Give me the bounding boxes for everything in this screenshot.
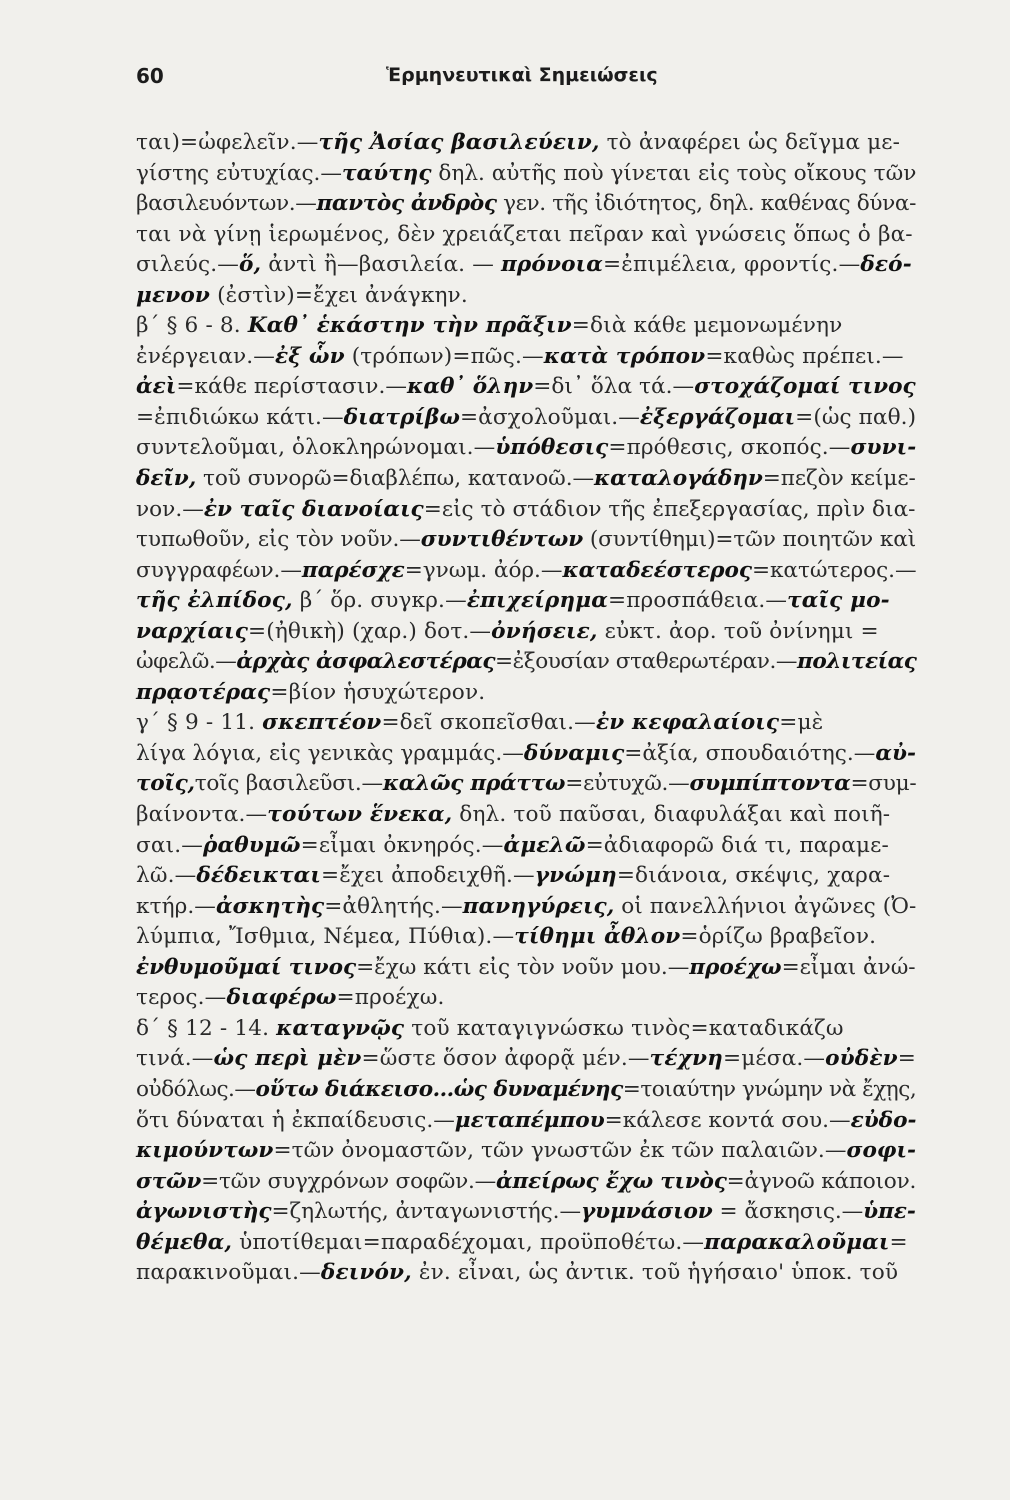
gloss-text: =ἔχει ἀποδειχθῆ.— bbox=[321, 863, 535, 889]
gloss-text: λίγα λόγια, εἰς γενικὰς γραμμάς.— bbox=[136, 740, 524, 766]
gloss-text: δηλ. αὐτῆς ποὺ γίνεται εἰς τοὺς οἴκους τῶν bbox=[431, 160, 917, 186]
gloss-text: τερος.— bbox=[136, 985, 227, 1011]
gloss-text: =ἀδιαφορῶ διά τι, παραμε- bbox=[585, 832, 889, 858]
text-line bbox=[136, 861, 916, 892]
gloss-text: ὠφελῶ.— bbox=[136, 649, 237, 675]
text-line bbox=[136, 159, 916, 190]
text-line bbox=[136, 433, 916, 464]
lemma: συμπίπτοντα bbox=[689, 771, 851, 797]
gloss-text: =ἔχω κάτι εἰς τὸν νοῦν μου.— bbox=[356, 954, 690, 980]
lemma: προέχω bbox=[689, 954, 782, 980]
lemma: ὀνήσειε, bbox=[491, 618, 598, 644]
gloss-text: =ἀξία, σπουδαιότης.— bbox=[624, 740, 876, 766]
gloss-text: κτήρ.— bbox=[136, 893, 216, 919]
body-text bbox=[136, 128, 916, 1289]
gloss-text: β´ § 6 - 8. bbox=[136, 313, 248, 339]
gloss-text: =διὰ κάθε μεμονωμένην bbox=[571, 313, 843, 339]
gloss-text: =ἐξουσίαν σταθερωτέραν.— bbox=[495, 649, 797, 675]
gloss-text: οἱ πανελλήνιοι ἀγῶνες (Ὀ- bbox=[614, 893, 917, 919]
gloss-text: =καθὼς πρέπει.— bbox=[705, 343, 904, 369]
lemma: δεῖν, bbox=[136, 466, 197, 492]
lemma: ὅ, bbox=[238, 252, 262, 278]
lemma: ναρχίαις bbox=[136, 618, 249, 644]
gloss-text: ἐνέργειαν.— bbox=[136, 343, 275, 369]
gloss-text: (συντίθημι)=τῶν ποιητῶν καὶ bbox=[583, 527, 917, 553]
gloss-text: =πεζὸν κείμε- bbox=[762, 466, 916, 492]
lemma: τῆς ἐλπίδος, bbox=[136, 588, 293, 614]
lemma: ἀμελῶ bbox=[503, 832, 586, 858]
gloss-text: βασιλευόντων.— bbox=[136, 191, 317, 217]
gloss-text: β´ ὅρ. συγκρ.— bbox=[292, 588, 467, 614]
lemma: δεό- bbox=[860, 252, 912, 278]
gloss-text: τοῦ συνορῶ=διαβλέπω, κατανοῶ.— bbox=[196, 466, 595, 492]
lemma: ἐπιχείρημα bbox=[466, 588, 608, 614]
text-line bbox=[136, 1228, 916, 1259]
text-line bbox=[136, 1167, 916, 1198]
text-line bbox=[136, 1197, 916, 1228]
gloss-text: =διάνοια, σκέψις, χαρα- bbox=[616, 863, 891, 889]
gloss-text: =κάλεσε κοντά σου.— bbox=[604, 1107, 851, 1133]
lemma: στῶν bbox=[136, 1168, 202, 1194]
lemma: τῆς Ἀσίας βασιλεύειν, bbox=[318, 130, 600, 155]
gloss-text: ἀντὶ ἢ—βασιλεία. — bbox=[261, 252, 501, 278]
gloss-text: = ἄσκησις.— bbox=[712, 1199, 864, 1225]
gloss-text: =εἶμαι ἀνώ- bbox=[781, 954, 916, 980]
lemma: στοχάζομαί τινος bbox=[694, 374, 916, 400]
text-line bbox=[136, 892, 916, 923]
lemma: τούτων ἕνεκα, bbox=[267, 802, 453, 828]
text-line bbox=[136, 647, 916, 678]
lemma: διατρίβω bbox=[343, 404, 460, 430]
lemma: τέχνη bbox=[649, 1046, 723, 1072]
gloss-text: (τρόπων)=πῶς.— bbox=[344, 343, 544, 369]
gloss-text: =μέσα.— bbox=[722, 1046, 826, 1072]
text-line bbox=[136, 495, 916, 526]
gloss-text: =ἀθλητής.— bbox=[324, 893, 463, 919]
lemma: πρᾳοτέρας bbox=[136, 679, 271, 705]
gloss-text: =ὁρίζω βραβεῖον. bbox=[680, 924, 877, 950]
text-line bbox=[136, 220, 916, 251]
gloss-text: οὐδόλως.— bbox=[136, 1076, 256, 1102]
lemma: καθ᾽ ὅλην bbox=[407, 374, 534, 400]
lemma: πρόνοια bbox=[500, 252, 604, 278]
lemma: καταγνῷς bbox=[276, 1015, 405, 1041]
gloss-text: =γνωμ. ἀόρ.— bbox=[404, 557, 563, 583]
gloss-text: παρακινοῦμαι.— bbox=[136, 1260, 321, 1286]
gloss-text: =ἐπιδιώκω κάτι.— bbox=[136, 404, 344, 430]
gloss-text: βαίνοντα.— bbox=[136, 802, 268, 828]
lemma: συντιθέντων bbox=[420, 527, 584, 553]
gloss-text: συντελοῦμαι, ὁλοκληρώνομαι.— bbox=[136, 435, 496, 461]
text-line bbox=[136, 617, 916, 648]
text-line bbox=[136, 372, 916, 403]
text-line bbox=[136, 556, 916, 587]
gloss-text: =πρόθεσις, σκοπός.— bbox=[608, 435, 851, 461]
text-line bbox=[136, 250, 916, 281]
gloss-text: =δι᾽ ὅλα τά.— bbox=[533, 374, 695, 400]
gloss-text: γ´ § 9 - 11. bbox=[136, 710, 263, 736]
lemma: ταύτης bbox=[342, 160, 432, 186]
gloss-text: τοῦ καταγιγνώσκω τινὸς=καταδικάζω bbox=[404, 1015, 844, 1041]
page-number: 60 bbox=[136, 64, 164, 88]
gloss-text: ἐν. εἶναι, ὡς ἀντικ. τοῦ ἡγήσαιο' ὑποκ. τοῦ bbox=[411, 1260, 899, 1286]
lemma: σκεπτέον bbox=[262, 710, 382, 736]
gloss-text: =μὲ bbox=[779, 710, 824, 736]
gloss-text: =εἰς τὸ στάδιον τῆς ἐπεξεργασίας, πρὶν δια- bbox=[423, 496, 916, 522]
gloss-text: γεν. τῆς ἰδιότητος, δηλ. καθένας δύνα- bbox=[496, 191, 917, 217]
lemma: μεταπέμπου bbox=[454, 1107, 605, 1133]
gloss-text: ὅτι δύναται ἡ ἐκπαίδευσις.— bbox=[136, 1107, 455, 1133]
gloss-text: (ἐστὶν)=ἔχει ἀνάγκην. bbox=[210, 282, 468, 308]
lemma: συνι- bbox=[850, 435, 917, 461]
lemma: ἀσκητὴς bbox=[215, 893, 325, 919]
lemma: ἐξ ὧν bbox=[274, 343, 345, 369]
lemma: παρέσχε bbox=[301, 557, 405, 583]
text-line bbox=[136, 922, 916, 953]
gloss-text: =ζηλωτής, ἀνταγωνιστής.— bbox=[271, 1199, 581, 1225]
text-line bbox=[136, 1044, 916, 1075]
lemma: πανηγύρεις, bbox=[462, 893, 615, 919]
gloss-text: =προσπάθεια.— bbox=[607, 588, 788, 614]
text-line bbox=[136, 525, 916, 556]
text-line bbox=[136, 342, 916, 373]
gloss-text: =συμ- bbox=[850, 771, 917, 797]
text-line bbox=[136, 1014, 916, 1045]
text-line bbox=[136, 586, 916, 617]
lemma: καταδεέστερος bbox=[562, 557, 752, 583]
lemma: ὑπόθεσις bbox=[495, 435, 609, 461]
text-line bbox=[136, 800, 916, 831]
text-line bbox=[136, 678, 916, 709]
lemma: ταῖς μο- bbox=[787, 588, 890, 614]
gloss-text: τυπωθοῦν, εἰς τὸν νοῦν.— bbox=[136, 527, 421, 553]
gloss-text: λῶ.— bbox=[136, 863, 197, 889]
gloss-text: δ´ § 12 - 14. bbox=[136, 1015, 277, 1041]
gloss-text: νον.— bbox=[136, 496, 204, 522]
lemma: πολιτείας bbox=[796, 649, 917, 675]
text-line bbox=[136, 739, 916, 770]
lemma: ἐξεργάζομαι bbox=[639, 404, 796, 430]
lemma: γνώμη bbox=[534, 863, 617, 889]
gloss-text: τινά.— bbox=[136, 1046, 214, 1072]
lemma: καταλογάδην bbox=[594, 466, 763, 492]
lemma: καλῶς πράττω bbox=[382, 771, 566, 797]
lemma: ἀεὶ bbox=[136, 374, 177, 400]
gloss-text: =κάθε περίστασιν.— bbox=[176, 374, 408, 400]
gloss-text: =(ὡς παθ.) bbox=[795, 404, 917, 430]
lemma: κατὰ τρόπον bbox=[543, 343, 706, 369]
text-line bbox=[136, 281, 916, 312]
lemma: δέδεικται bbox=[196, 863, 321, 889]
lemma: ἐν κεφαλαίοις bbox=[595, 710, 780, 736]
lemma: δεινόν, bbox=[320, 1260, 412, 1286]
page-header bbox=[136, 64, 916, 100]
text-line bbox=[136, 189, 916, 220]
lemma: δύναμις bbox=[523, 740, 625, 766]
gloss-text: συγγραφέων.— bbox=[136, 557, 302, 583]
gloss-text: =ἐπιμέλεια, φροντίς.— bbox=[603, 252, 861, 278]
gloss-text: λύμπια, Ἴσθμια, Νέμεα, Πύθια).— bbox=[136, 924, 515, 950]
lemma: ἐν ταῖς διανοίαις bbox=[203, 496, 424, 522]
lemma: θέμεθα, bbox=[136, 1229, 233, 1255]
gloss-text: σαι.— bbox=[136, 832, 203, 858]
text-line bbox=[136, 983, 916, 1014]
lemma: τοῖς, bbox=[136, 771, 195, 797]
text-line bbox=[136, 464, 916, 495]
lemma: οὐδὲν bbox=[825, 1046, 898, 1072]
text-line bbox=[136, 1106, 916, 1137]
gloss-text: =εὐτυχῶ.— bbox=[565, 771, 690, 797]
gloss-text: =τοιαύτην γνώμην νὰ ἔχῃς, bbox=[622, 1076, 917, 1102]
lemma: σοφι- bbox=[846, 1138, 917, 1164]
gloss-text: δηλ. τοῦ παῦσαι, διαφυλάξαι καὶ ποιῆ- bbox=[452, 802, 891, 828]
gloss-text: =(ἠθικὴ) (χαρ.) δοτ.— bbox=[248, 618, 492, 644]
lemma: εὐδο- bbox=[850, 1107, 917, 1133]
text-line bbox=[136, 708, 916, 739]
lemma: ἀρχὰς ἀσφαλεστέρας bbox=[236, 649, 496, 675]
text-line bbox=[136, 953, 916, 984]
gloss-text: σιλεύς.— bbox=[136, 252, 239, 278]
text-line bbox=[136, 128, 916, 159]
gloss-text: =ὥστε ὅσον ἀφορᾷ μέν.— bbox=[361, 1046, 650, 1072]
lemma: παρακαλοῦμαι bbox=[704, 1229, 890, 1255]
text-line bbox=[136, 1075, 916, 1106]
gloss-text: τὸ ἀναφέρει ὡς δεῖγμα με- bbox=[599, 130, 901, 155]
gloss-text: ται νὰ γίνῃ ἱερωμένος, δὲν χρειάζεται πεῖραν καὶ γνώσεις ὅπως ὁ βα- bbox=[136, 221, 913, 247]
lemma: Καθ᾽ ἑκάστην τὴν πρᾶξιν bbox=[247, 313, 572, 339]
lemma: ἐνθυμοῦμαί τινος bbox=[136, 954, 357, 980]
gloss-text: =δεῖ σκοπεῖσθαι.— bbox=[381, 710, 596, 736]
gloss-text: = bbox=[897, 1046, 917, 1072]
gloss-text: =ἀγνοῶ κάποιον. bbox=[726, 1168, 917, 1194]
gloss-text: =κατώτερος.— bbox=[751, 557, 917, 583]
text-line bbox=[136, 403, 916, 434]
lemma: ῥαθυμῶ bbox=[203, 832, 301, 858]
gloss-text: εὐκτ. ἀορ. τοῦ ὀνίνημι = bbox=[597, 618, 879, 644]
gloss-text: =προέχω. bbox=[336, 985, 445, 1011]
lemma: ὑπε- bbox=[863, 1199, 916, 1225]
lemma: οὕτω διάκεισο...ὡς δυναμένης bbox=[255, 1076, 623, 1102]
lemma: γυμνάσιον bbox=[580, 1199, 713, 1225]
gloss-text: γίστης εὐτυχίας.— bbox=[136, 160, 343, 186]
text-line bbox=[136, 831, 916, 862]
text-line bbox=[136, 311, 916, 342]
running-title: Ἑρμηνευτικαὶ Σημειώσεις bbox=[386, 64, 658, 86]
lemma: παντὸς ἀνδρὸς bbox=[316, 191, 497, 217]
lemma: ἀπείρως ἔχω τινὸς bbox=[496, 1168, 727, 1194]
text-line bbox=[136, 769, 916, 800]
gloss-text: =τῶν συγχρόνων σοφῶν.— bbox=[201, 1168, 497, 1194]
lemma: μενον bbox=[136, 282, 211, 308]
gloss-text: =ἀσχολοῦμαι.— bbox=[460, 404, 640, 430]
gloss-text: ὑποτίθεμαι=παραδέχομαι, προϋποθέτω.— bbox=[232, 1229, 705, 1255]
lemma: κιμούντων bbox=[136, 1138, 274, 1164]
gloss-text: =εἶμαι ὀκνηρός.— bbox=[300, 832, 504, 858]
lemma: αὐ- bbox=[875, 740, 916, 766]
gloss-text: τοῖς βασιλεῦσι.— bbox=[194, 771, 383, 797]
gloss-text: =βίον ἡσυχώτερον. bbox=[270, 679, 486, 705]
lemma: τίθημι ἆθλον bbox=[514, 924, 681, 950]
lemma: ἀγωνιστὴς bbox=[136, 1199, 272, 1225]
gloss-text: =τῶν ὀνομαστῶν, τῶν γνωστῶν ἐκ τῶν παλαιῶν.— bbox=[273, 1138, 847, 1164]
gloss-text: ται)=ὠφελεῖν.— bbox=[136, 130, 319, 155]
gloss-text: = bbox=[889, 1229, 908, 1255]
lemma: διαφέρω bbox=[226, 985, 337, 1011]
text-line bbox=[136, 1258, 916, 1289]
lemma: ὡς περὶ μὲν bbox=[213, 1046, 362, 1072]
text-line bbox=[136, 1136, 916, 1167]
